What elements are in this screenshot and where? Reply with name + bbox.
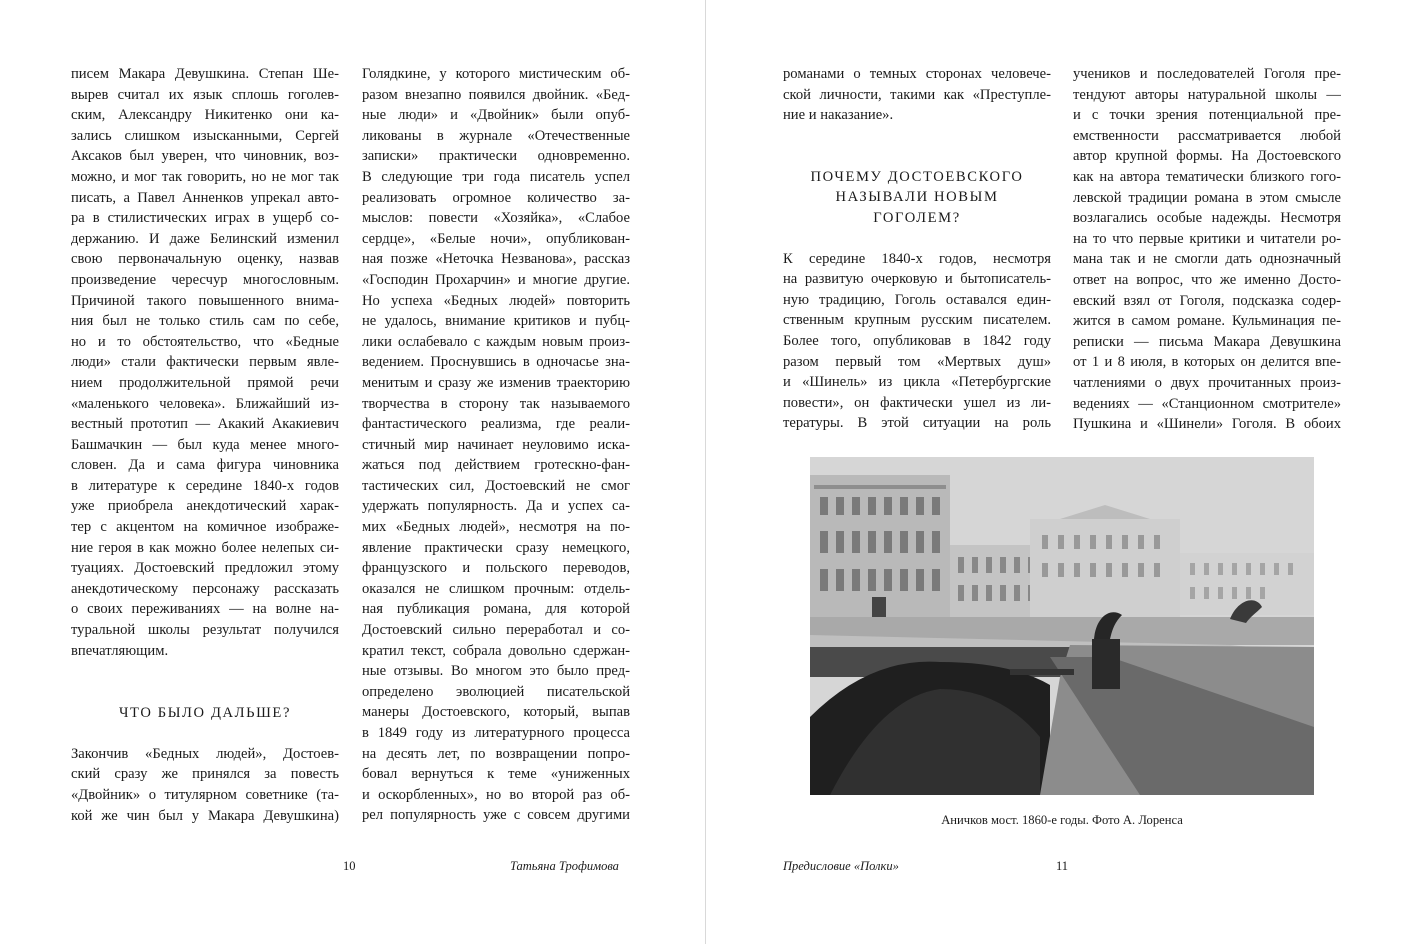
text-line: ра в стилистических играх в ущерб со- <box>71 210 339 227</box>
text-line: ные люди» и «Двойник» были опуб- <box>362 107 630 124</box>
text-line: ния был не только стиль сам по себе, <box>71 313 339 330</box>
photo-illustration <box>810 457 1314 795</box>
text-line: ную традицию, Гоголь оставался един- <box>783 291 1051 308</box>
text-line: ная позже «Неточка Незванова», рассказ <box>362 251 630 268</box>
text-line: и «Шинель» из цикла «Петербургские <box>783 374 1051 391</box>
text-line: емственности рассматривается любой <box>1073 127 1341 144</box>
text-line: можно, и мог так говорить, но не мог так <box>71 168 339 185</box>
page-number-left: 10 <box>343 859 356 873</box>
text-line: ние и наказание». <box>783 107 894 124</box>
text-line: Пушкина и «Шинели» Гоголя. В обоих <box>1073 416 1341 433</box>
text-line: французского и польского переводов, <box>362 560 630 577</box>
text-line: мана так и не смогли дать однозначный <box>1073 251 1341 268</box>
text-line: и оскорбленных», но во второй раз об- <box>362 786 630 803</box>
text-line: творчества в сторону так называемого <box>362 395 630 412</box>
text-line: как на автора тематически близкого гого- <box>1073 168 1341 185</box>
text-line: определено эволюцией писательской <box>362 683 630 700</box>
text-line: жаться под действием гротескно-фан- <box>362 457 630 474</box>
text-line: ским, Александру Никитенко они ка- <box>71 107 339 124</box>
text-line: кратил текст, собрала довольно сдержан- <box>362 642 630 659</box>
text-line: «маленького человека». Ближайший из- <box>71 395 339 412</box>
col1-after-text <box>71 744 339 826</box>
text-line: евский взял от Гоголя, подсказка содер- <box>1073 292 1341 309</box>
right-page <box>706 0 1410 944</box>
left-column-2 <box>362 64 630 826</box>
text-line: тературы. В этой ситуации на роль <box>783 415 1051 432</box>
text-line: кой же чин был у Макара Девушкина) <box>71 807 339 824</box>
text-line: записки» практически одновременно. <box>362 148 630 165</box>
text-line: разом внезапно появился двойник. «Бед- <box>362 86 630 103</box>
text-line: фантастического реализма, где реали- <box>362 416 630 433</box>
text-line: автор крупной формы. На Достоевского <box>1073 148 1341 165</box>
text-line: от 1 и 8 июля, в которых он делится впе- <box>1073 354 1341 371</box>
text-line: в 1849 году из литературного процесса <box>362 725 630 741</box>
left-column-1 <box>71 64 339 826</box>
text-line: явление практически сразу немецкого, <box>362 539 630 556</box>
section-heading-line: НАЗЫВАЛИ НОВЫМ <box>835 189 999 206</box>
text-line: стичный мир начинает неуловимо иска- <box>362 436 630 453</box>
text-line: повести», он фактически ушел из ли- <box>783 394 1051 411</box>
text-line: Но успеха «Бедных людей» повторить <box>362 292 630 309</box>
text-line: мих «Бедных людей», несмотря на по- <box>362 519 630 536</box>
text-line: ведением. Проснувшись в одночасье зна- <box>362 354 630 371</box>
text-line: учеников и последователей Гоголя пре- <box>1073 66 1341 82</box>
page-number-right: 11 <box>1056 859 1069 873</box>
text-line: в литературе к середине 1840-х годов <box>71 477 339 494</box>
text-line: разом первый том «Мертвых душ» <box>783 353 1051 370</box>
right-column-2 <box>1073 64 1341 435</box>
text-line: ский сразу же принялся за повесть <box>71 766 339 783</box>
text-line: люди» стали фактически первым явле- <box>71 354 339 371</box>
text-line: на то что первые критики и читатели ро- <box>1073 230 1341 247</box>
text-line: о своих переживаниях — на волне на- <box>71 601 339 618</box>
text-line: тендуют авторы натуральной школы — <box>1073 86 1341 103</box>
spacer <box>71 661 339 703</box>
text-line: туральной школы результат получился <box>71 622 339 639</box>
text-line: лики ослабевало с каждым новым произ- <box>362 333 630 350</box>
text-line: ведениях — «Станционном смотрителе» <box>1073 395 1341 412</box>
text-line: зались слишком изысканными, Сергей <box>71 127 339 144</box>
text-line: свою первоначальную оценку, назвав <box>71 251 339 268</box>
text-line: туациях. Достоевский предложил этому <box>71 560 339 577</box>
col3-top-text <box>783 64 1051 126</box>
text-line: Причиной такого повышенного внима- <box>71 292 339 309</box>
text-line: реписки — письма Макара Девушкина <box>1073 333 1341 350</box>
text-line: ответ на вопрос, что же именно Досто- <box>1073 271 1341 288</box>
text-line: «Двойник» о титулярном советнике (та- <box>71 787 339 803</box>
col1-text <box>71 64 339 661</box>
text-line: ликованы в журнале «Отечественные <box>362 127 630 144</box>
col4-text <box>1073 64 1341 435</box>
section-heading-line: ГОГОЛЕМ? <box>873 209 961 226</box>
spacer <box>783 229 1051 249</box>
text-line: ской личности, такими как «Преступле- <box>783 86 1051 103</box>
photo-caption: Аничков мост. 1860-е годы. Фото А. Лоренса <box>941 813 1183 827</box>
spacer <box>71 724 339 744</box>
text-line: рел популярность уже с совсем другими <box>362 807 630 824</box>
text-line: но и то обстоятельство, что «Бедные <box>71 333 339 350</box>
text-line: Аксаков был уверен, что чиновник, воз- <box>71 148 339 165</box>
text-line: впечатляющим. <box>71 642 169 659</box>
text-line: и с точки зрения потенциальной пре- <box>1073 107 1341 124</box>
anichkov-bridge-photo <box>810 457 1314 795</box>
text-line: ная публикация романа, для которой <box>362 601 630 618</box>
text-line: Башмачкин — был куда менее много- <box>71 436 339 453</box>
text-line: реализовать огромное количество за- <box>362 189 630 206</box>
text-line: В следующие три года писатель успел <box>362 168 630 185</box>
text-line: ные отзывы. Во многом это было пред- <box>362 663 630 680</box>
text-line: держанию. И даже Белинский изменил <box>71 230 339 247</box>
text-line: романами о темных сторонах человече- <box>783 66 1051 82</box>
text-line: Достоевский сильно переработал и со- <box>362 622 630 639</box>
text-line: Закончив «Бедных людей», Достоев- <box>71 745 339 762</box>
text-line: на десять лет, по возвращении попро- <box>362 745 630 762</box>
text-line: нием продолжительной прямой речи <box>71 374 339 391</box>
text-line: «Господин Прохарчин» и многие другие. <box>362 271 630 288</box>
text-line: манеры Достоевского, который, выпав <box>362 704 630 721</box>
text-line: менитым и сразу же изменив траекторию <box>362 374 630 391</box>
section-heading-line: ПОЧЕМУ ДОСТОЕВСКОГО <box>810 168 1024 185</box>
text-line: бовал вернуться к теме «униженных <box>362 766 630 783</box>
text-line: словен. Да и сама фигура чиновника <box>71 457 339 474</box>
running-head-preface: Предисловие «Полки» <box>783 859 899 873</box>
text-line: возлагались особые надежды. Несмотря <box>1073 210 1341 227</box>
text-line: на развитую очерковую и бытописатель- <box>783 271 1051 288</box>
text-line: сердце», «Белые ночи», опубликован- <box>362 230 630 247</box>
text-line: Более того, опубликовав в 1842 году <box>783 332 1051 349</box>
text-line: тастических сил, Достоевский не смог <box>362 477 630 494</box>
right-column-1 <box>783 64 1051 434</box>
text-line: вырев считал их язык сплошь гоголев- <box>71 86 339 103</box>
text-line: писать, а Павел Анненков упрекал авто- <box>71 189 339 206</box>
text-line: тер с акцентом на комичное изображе- <box>71 519 339 536</box>
text-line: чатлениями о двух прочитанных произ- <box>1073 374 1341 391</box>
text-line: анекдотическому персонажу рассказать <box>71 580 339 597</box>
running-head-author: Татьяна Трофимова <box>510 859 619 873</box>
text-line: ственным крупным русским писателем. <box>783 312 1051 329</box>
text-line: жится в самом романе. Кульминация пе- <box>1073 313 1341 330</box>
spacer <box>783 126 1051 167</box>
text-line: ние героя в как можно более нелепых си- <box>71 539 339 556</box>
text-line: уже приобрела анекдотический харак- <box>71 498 339 515</box>
text-line: удержать популярность. Да и успех са- <box>362 498 630 515</box>
text-line: вестный прототип — Акакий Акакиевич <box>71 416 339 433</box>
col3-after-text <box>783 249 1051 434</box>
text-line: К середине 1840-х годов, несмотря <box>783 250 1051 267</box>
col2-text <box>362 64 630 826</box>
text-line: не удалось, внимание критиков и пубц- <box>362 313 630 330</box>
text-line: Голядкине, у которого мистическим об- <box>362 66 630 82</box>
text-line: произведение чересчур многословным. <box>71 271 339 288</box>
text-line: писем Макара Девушкина. Степан Ше- <box>71 66 339 82</box>
section-heading-new-gogol <box>783 167 1051 229</box>
text-line: оказался не слишком прочным: отдель- <box>362 580 630 597</box>
text-line: мыслов: повести «Хозяйка», «Слабое <box>362 210 630 227</box>
section-heading-what-next: ЧТО БЫЛО ДАЛЬШЕ? <box>118 705 292 722</box>
text-line: левской традиции романа в этом смысле <box>1073 189 1341 206</box>
